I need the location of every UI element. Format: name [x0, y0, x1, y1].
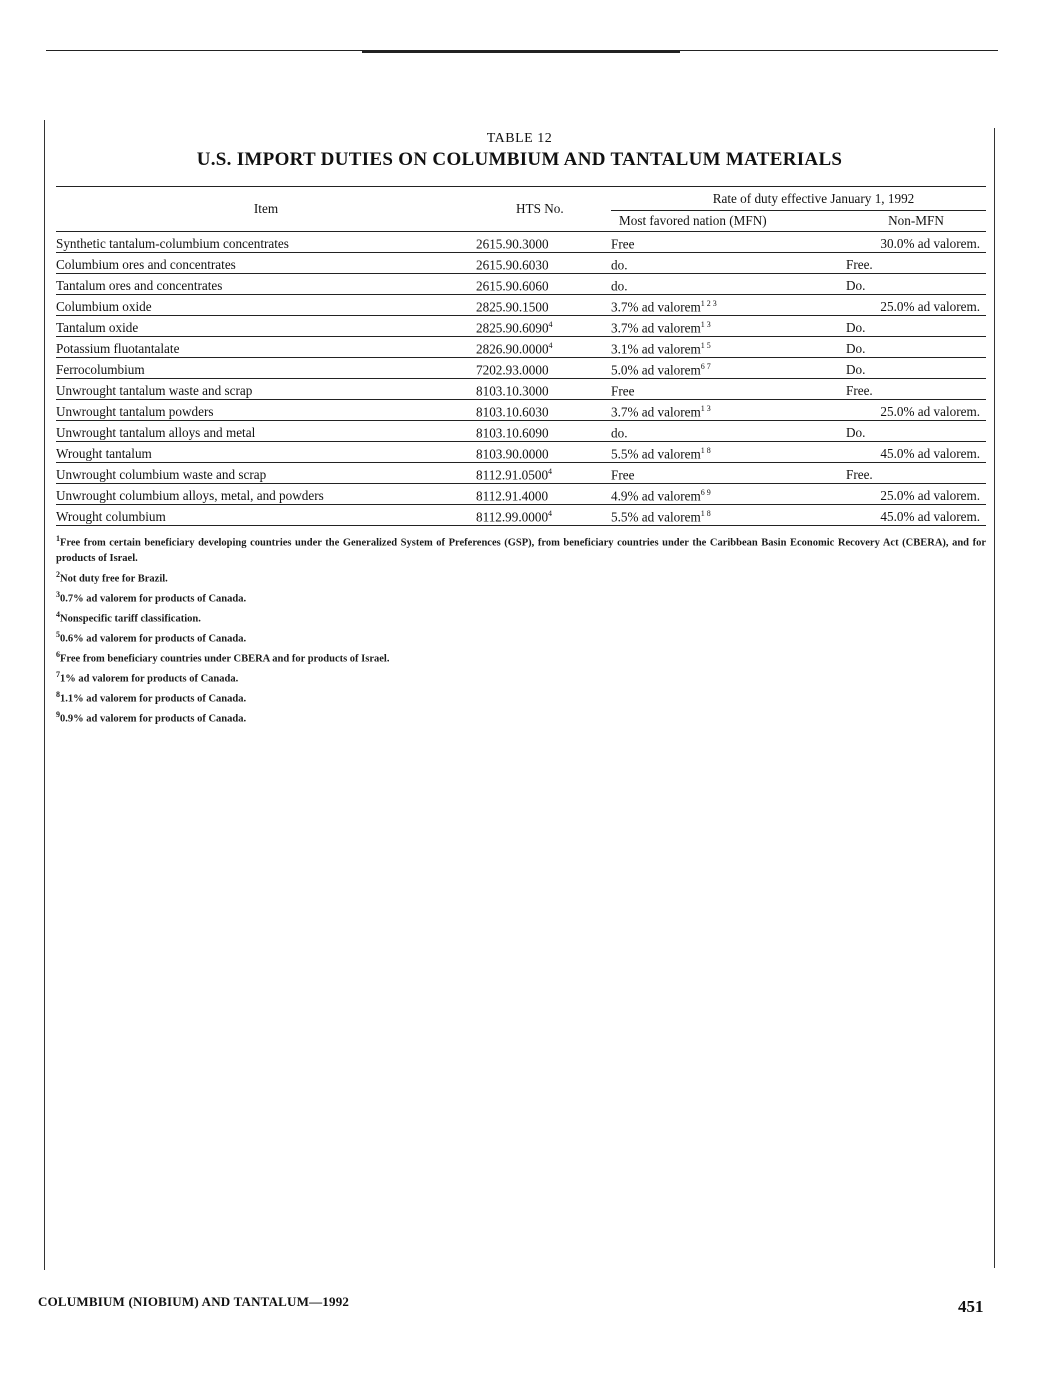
hts-number: 8103.10.3000 — [476, 383, 549, 398]
footnote-text: Free from certain beneficiary developing countries under the Generalized System of Preferences (GSP), from beneficiary countries under the Caribbean Basin Economic Recovery Act (CBERA), and for products of Israel. — [56, 537, 986, 565]
mfn-rate: do. — [611, 278, 628, 293]
cell-item: Unwrought tantalum powders — [56, 400, 476, 421]
mfn-footnote-ref: 1 8 — [700, 445, 711, 455]
table-row — [56, 253, 986, 274]
footnote-mark: 5 — [56, 629, 60, 639]
footnote — [56, 567, 986, 587]
mfn-footnote-ref: 6 9 — [700, 487, 711, 497]
footnote-mark: 1 — [56, 534, 60, 543]
cell-hts — [476, 253, 611, 274]
footnote-mark: 7 — [56, 670, 60, 680]
cell-hts — [476, 484, 611, 505]
cell-hts — [476, 274, 611, 295]
cell-non-mfn: Do. — [846, 421, 986, 442]
footnote — [56, 607, 986, 627]
header-hts: HTS No. — [476, 187, 611, 232]
footnote — [56, 627, 986, 647]
mfn-rate: 3.1% ad valorem — [611, 341, 701, 356]
hts-number: 8103.90.0000 — [476, 446, 549, 461]
cell-hts — [476, 337, 611, 358]
cell-item: Potassium fluotantalate — [56, 337, 476, 358]
cell-mfn — [611, 358, 846, 379]
footnote-text: Free from beneficiary countries under CBERA and for products of Israel. — [60, 653, 390, 665]
cell-item: Tantalum ores and concentrates — [56, 274, 476, 295]
hts-footnote-ref: 4 — [548, 508, 553, 518]
cell-non-mfn: Do. — [846, 274, 986, 295]
cell-hts — [476, 442, 611, 463]
cell-item: Synthetic tantalum-columbium concentrates — [56, 232, 476, 253]
cell-item: Unwrought tantalum alloys and metal — [56, 421, 476, 442]
mfn-rate: 3.7% ad valorem — [611, 404, 701, 419]
hts-number: 2826.90.0000 — [476, 341, 549, 356]
mfn-footnote-ref: 1 8 — [700, 508, 711, 518]
cell-item: Ferrocolumbium — [56, 358, 476, 379]
footnote-mark: 6 — [56, 650, 60, 660]
footnotes — [56, 531, 986, 727]
mfn-rate: 5.5% ad valorem — [611, 446, 701, 461]
right-margin-line — [994, 128, 995, 1268]
cell-hts — [476, 400, 611, 421]
footnote — [56, 647, 986, 667]
import-duties-table — [56, 186, 986, 526]
hts-footnote-ref: 4 — [548, 340, 553, 350]
cell-item: Columbium oxide — [56, 295, 476, 316]
hts-number: 8112.91.4000 — [476, 488, 549, 503]
cell-non-mfn: 25.0% ad valorem. — [846, 400, 986, 421]
cell-item: Wrought columbium — [56, 505, 476, 526]
cell-non-mfn: 45.0% ad valorem. — [846, 442, 986, 463]
footnote-mark: 9 — [56, 710, 60, 720]
mfn-footnote-ref: 1 3 — [700, 403, 711, 413]
table-row — [56, 421, 986, 442]
mfn-footnote-ref: 6 7 — [700, 361, 711, 371]
footnote-mark: 2 — [56, 569, 60, 579]
cell-hts — [476, 421, 611, 442]
footnote — [56, 667, 986, 687]
left-margin-line — [44, 120, 45, 1270]
cell-mfn — [611, 442, 846, 463]
cell-non-mfn: Do. — [846, 358, 986, 379]
mfn-rate: 4.9% ad valorem — [611, 488, 701, 503]
footnote-mark: 8 — [56, 690, 60, 700]
table-row — [56, 463, 986, 484]
cell-non-mfn: 25.0% ad valorem. — [846, 295, 986, 316]
header-non-mfn: Non-MFN — [846, 211, 986, 232]
cell-item: Columbium ores and concentrates — [56, 253, 476, 274]
table-body — [56, 232, 986, 526]
header-item: Item — [56, 187, 476, 232]
table-title: U.S. IMPORT DUTIES ON COLUMBIUM AND TANTALUM MATERIALS — [196, 149, 843, 170]
mfn-rate: Free — [611, 467, 635, 482]
top-rule-accent — [362, 51, 680, 53]
footnote-text: 0.9% ad valorem for products of Canada. — [60, 713, 247, 725]
hts-number: 2615.90.3000 — [476, 236, 549, 251]
cell-mfn — [611, 505, 846, 526]
footnote-text: Not duty free for Brazil. — [60, 573, 168, 585]
hts-number: 2615.90.6030 — [476, 257, 549, 272]
footnote — [56, 587, 986, 607]
hts-number: 8112.91.0500 — [476, 467, 549, 482]
hts-number: 8112.99.0000 — [476, 509, 549, 524]
footnote — [56, 687, 986, 707]
cell-non-mfn: 30.0% ad valorem. — [846, 232, 986, 253]
mfn-rate: 3.7% ad valorem — [611, 320, 701, 335]
table-row — [56, 484, 986, 505]
cell-mfn — [611, 295, 846, 316]
header-mfn: Most favored nation (MFN) — [611, 211, 846, 232]
cell-item: Wrought tantalum — [56, 442, 476, 463]
table-row — [56, 379, 986, 400]
footnote — [56, 707, 986, 727]
cell-item: Unwrought tantalum waste and scrap — [56, 379, 476, 400]
hts-number: 2615.90.6060 — [476, 278, 549, 293]
running-footer-title: COLUMBIUM (NIOBIUM) AND TANTALUM—1992 — [38, 1294, 350, 1309]
cell-mfn — [611, 379, 846, 400]
table-row — [56, 337, 986, 358]
table-row — [56, 232, 986, 253]
cell-non-mfn: Free. — [846, 253, 986, 274]
footnote-text: 1% ad valorem for products of Canada. — [60, 673, 239, 685]
cell-hts — [476, 358, 611, 379]
footnote-text: 0.7% ad valorem for products of Canada. — [60, 593, 247, 605]
hts-number: 8103.10.6090 — [476, 425, 549, 440]
hts-number: 2825.90.1500 — [476, 299, 549, 314]
table-row — [56, 400, 986, 421]
footnote-text: 1.1% ad valorem for products of Canada. — [60, 693, 247, 705]
mfn-rate: Free — [611, 236, 635, 251]
table-label: TABLE 12 — [486, 131, 553, 146]
table-row — [56, 295, 986, 316]
cell-mfn — [611, 337, 846, 358]
table-row — [56, 274, 986, 295]
hts-footnote-ref: 4 — [548, 466, 553, 476]
cell-item: Unwrought columbium alloys, metal, and powders — [56, 484, 476, 505]
mfn-rate: 5.0% ad valorem — [611, 362, 701, 377]
cell-mfn — [611, 463, 846, 484]
header-rate-group: Rate of duty effective January 1, 1992 — [611, 187, 986, 211]
cell-item: Tantalum oxide — [56, 316, 476, 337]
cell-item: Unwrought columbium waste and scrap — [56, 463, 476, 484]
cell-hts — [476, 505, 611, 526]
cell-hts — [476, 379, 611, 400]
footnote — [56, 531, 986, 567]
mfn-rate: do. — [611, 425, 628, 440]
mfn-rate: do. — [611, 257, 628, 272]
cell-hts — [476, 316, 611, 337]
cell-non-mfn: Free. — [846, 463, 986, 484]
hts-footnote-ref: 4 — [548, 319, 553, 329]
cell-non-mfn: Do. — [846, 337, 986, 358]
cell-mfn — [611, 400, 846, 421]
table-row — [56, 316, 986, 337]
table-row — [56, 358, 986, 379]
cell-non-mfn: Do. — [846, 316, 986, 337]
mfn-rate: 3.7% ad valorem — [611, 299, 701, 314]
cell-mfn — [611, 232, 846, 253]
cell-mfn — [611, 274, 846, 295]
footnote-text: 0.6% ad valorem for products of Canada. — [60, 633, 247, 645]
cell-hts — [476, 232, 611, 253]
cell-mfn — [611, 253, 846, 274]
mfn-footnote-ref: 1 3 — [700, 319, 711, 329]
table-row — [56, 442, 986, 463]
hts-number: 7202.93.0000 — [476, 362, 549, 377]
cell-mfn — [611, 484, 846, 505]
hts-number: 8103.10.6030 — [476, 404, 549, 419]
mfn-footnote-ref: 1 5 — [700, 340, 711, 350]
cell-non-mfn: 45.0% ad valorem. — [846, 505, 986, 526]
mfn-footnote-ref: 1 2 3 — [700, 298, 717, 308]
cell-mfn — [611, 421, 846, 442]
cell-non-mfn: Free. — [846, 379, 986, 400]
page-number: 451 — [958, 1297, 984, 1316]
mfn-rate: Free — [611, 383, 635, 398]
footnote-mark: 4 — [56, 609, 60, 619]
table-row — [56, 505, 986, 526]
footnote-mark: 3 — [56, 589, 60, 599]
cell-hts — [476, 463, 611, 484]
mfn-rate: 5.5% ad valorem — [611, 509, 701, 524]
cell-mfn — [611, 316, 846, 337]
cell-non-mfn: 25.0% ad valorem. — [846, 484, 986, 505]
footnote-text: Nonspecific tariff classification. — [60, 613, 201, 625]
cell-hts — [476, 295, 611, 316]
hts-number: 2825.90.6090 — [476, 320, 549, 335]
